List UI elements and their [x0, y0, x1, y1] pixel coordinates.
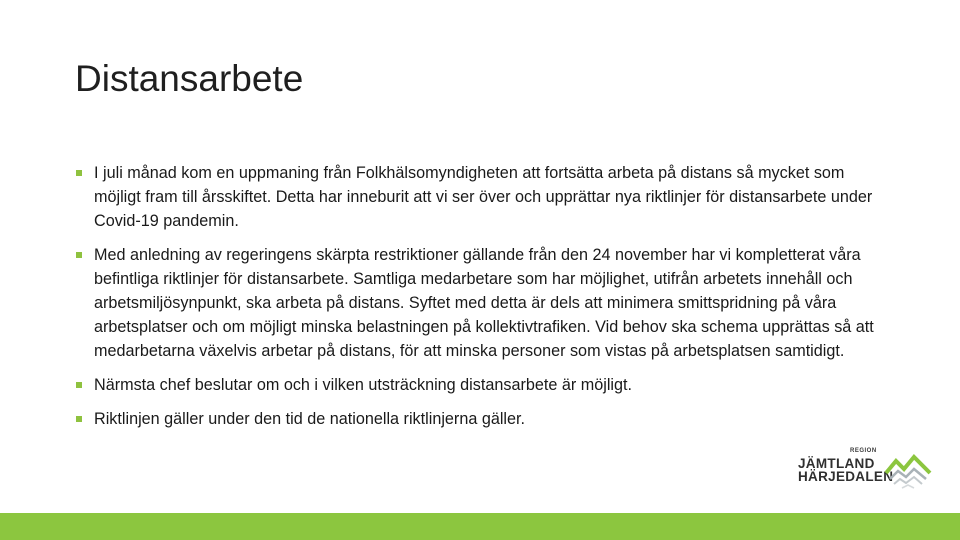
bullet-list: [75, 161, 895, 431]
bullet-item: [75, 373, 895, 397]
square-bullet-icon: [76, 382, 82, 388]
logo-name-line1: JÄMTLAND: [798, 456, 875, 471]
bullet-item: [75, 243, 895, 363]
logo-region-label: REGION: [850, 448, 877, 454]
square-bullet-icon: [76, 416, 82, 422]
bullet-item: [75, 161, 895, 233]
square-bullet-icon: [76, 252, 82, 258]
footer-bar: [0, 513, 960, 540]
logo-name-line2: HÄRJEDALEN: [798, 469, 894, 484]
bullet-text: I juli månad kom en uppmaning från Folkhälsomyndigheten att fortsätta arbeta på distans så mycket som möjligt fram till årsskiftet. Detta har inneburit att vi ser över och upprättar nya riktlinjer för distansarbete under Covid-19 pandemin.: [94, 164, 873, 230]
slide-title: Distansarbete: [75, 58, 304, 99]
bullet-text: Riktlinjen gäller under den tid de nationella riktlinjerna gäller.: [94, 410, 526, 428]
mountain-logo-icon: [884, 451, 932, 491]
region-logo: [798, 447, 933, 492]
bullet-item: [75, 407, 895, 431]
square-bullet-icon: [76, 170, 82, 176]
bullet-text: Med anledning av regeringens skärpta restriktioner gällande från den 24 november har vi kompletterat våra befintliga riktlinjer för distansarbete. Samtliga medarbetare som har möjlighet, utifrån arbetets innehåll och arbetsmiljösynpunkt, ska arbeta på distans. Syftet med detta är dels att minimera smittspridning på våra arbetsplatser och om möjligt minska belastningen på kollektivtrafiken. Vid behov ska schema upprättas så att medarbetarna växelvis arbetar på distans, för att minska personer som vistas på arbetsplatsen samtidigt.: [94, 246, 874, 360]
bullet-text: Närmsta chef beslutar om och i vilken utsträckning distansarbete är möjligt.: [94, 376, 633, 394]
